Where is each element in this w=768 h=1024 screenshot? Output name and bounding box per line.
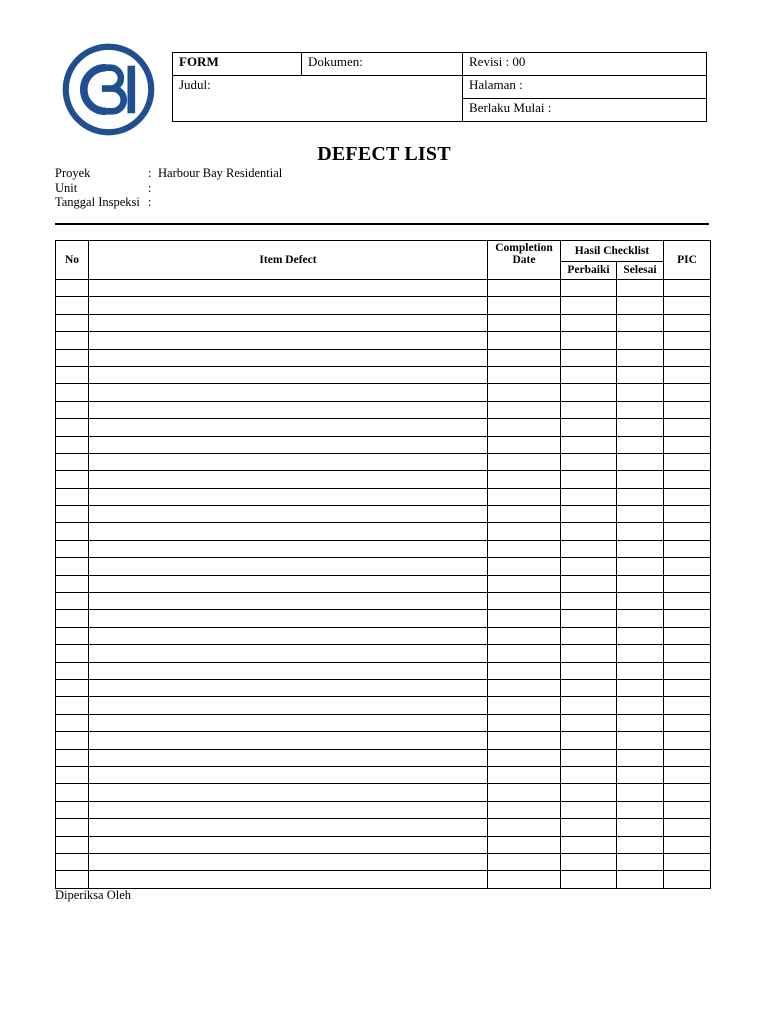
- completion-date-cell[interactable]: [488, 697, 561, 714]
- completion-date-cell[interactable]: [488, 662, 561, 679]
- item-defect-cell[interactable]: [89, 280, 488, 297]
- dokumen-label: Dokumen:: [302, 53, 463, 76]
- meta-value: Harbour Bay Residential: [158, 166, 283, 180]
- table-row: [56, 314, 711, 331]
- table-row: [56, 453, 711, 470]
- selesai-cell[interactable]: [617, 540, 664, 557]
- item-defect-cell[interactable]: [89, 714, 488, 731]
- divider-line: [55, 223, 709, 225]
- table-row: [56, 280, 711, 297]
- item-defect-cell[interactable]: [89, 679, 488, 696]
- table-row: [56, 523, 711, 540]
- completion-date-cell[interactable]: [488, 645, 561, 662]
- pic-cell[interactable]: [664, 558, 711, 575]
- pic-cell[interactable]: [664, 836, 711, 853]
- selesai-cell[interactable]: [617, 627, 664, 644]
- pic-cell[interactable]: [664, 471, 711, 488]
- selesai-cell[interactable]: [617, 679, 664, 696]
- item-defect-cell[interactable]: [89, 853, 488, 870]
- table-row: [56, 488, 711, 505]
- judul-label: Judul:: [173, 76, 463, 122]
- completion-date-cell[interactable]: [488, 523, 561, 540]
- pic-cell[interactable]: [664, 349, 711, 366]
- no-cell[interactable]: [56, 871, 89, 888]
- table-row: [56, 853, 711, 870]
- table-row: [56, 766, 711, 783]
- item-defect-cell[interactable]: [89, 558, 488, 575]
- item-defect-cell[interactable]: [89, 801, 488, 818]
- perbaiki-cell[interactable]: [561, 366, 617, 383]
- perbaiki-cell[interactable]: [561, 280, 617, 297]
- pic-cell[interactable]: [664, 366, 711, 383]
- no-cell[interactable]: [56, 853, 89, 870]
- perbaiki-cell[interactable]: [561, 645, 617, 662]
- perbaiki-cell[interactable]: [561, 401, 617, 418]
- completion-date-cell[interactable]: [488, 540, 561, 557]
- item-defect-cell[interactable]: [89, 540, 488, 557]
- table-row: [56, 714, 711, 731]
- perbaiki-cell[interactable]: [561, 488, 617, 505]
- perbaiki-cell[interactable]: [561, 540, 617, 557]
- pic-cell[interactable]: [664, 523, 711, 540]
- perbaiki-cell[interactable]: [561, 419, 617, 436]
- table-row: [56, 419, 711, 436]
- completion-date-cell[interactable]: [488, 819, 561, 836]
- selesai-cell[interactable]: [617, 471, 664, 488]
- no-cell[interactable]: [56, 749, 89, 766]
- completion-date-cell[interactable]: [488, 297, 561, 314]
- table-row: [56, 349, 711, 366]
- table-row: [56, 593, 711, 610]
- no-cell[interactable]: [56, 384, 89, 401]
- table-row: [56, 366, 711, 383]
- no-cell[interactable]: [56, 610, 89, 627]
- company-logo: [61, 42, 156, 137]
- no-cell[interactable]: [56, 280, 89, 297]
- no-cell[interactable]: [56, 645, 89, 662]
- selesai-cell[interactable]: [617, 523, 664, 540]
- item-defect-cell[interactable]: [89, 488, 488, 505]
- perbaiki-cell[interactable]: [561, 558, 617, 575]
- completion-date-cell[interactable]: [488, 384, 561, 401]
- item-defect-cell[interactable]: [89, 297, 488, 314]
- item-defect-cell[interactable]: [89, 836, 488, 853]
- selesai-cell[interactable]: [617, 506, 664, 523]
- table-row: [56, 401, 711, 418]
- pic-cell[interactable]: [664, 679, 711, 696]
- perbaiki-cell[interactable]: [561, 801, 617, 818]
- table-row: [56, 697, 711, 714]
- selesai-cell[interactable]: [617, 314, 664, 331]
- selesai-cell[interactable]: [617, 749, 664, 766]
- meta-row-proyek: [55, 166, 282, 181]
- selesai-cell[interactable]: [617, 871, 664, 888]
- perbaiki-cell[interactable]: [561, 732, 617, 749]
- meta-label: Unit: [55, 180, 78, 195]
- table-row: [56, 332, 711, 349]
- no-cell[interactable]: [56, 679, 89, 696]
- header-selesai: Selesai: [617, 261, 664, 279]
- completion-date-cell[interactable]: [488, 471, 561, 488]
- diperiksa-oleh-label: Diperiksa Oleh: [55, 888, 132, 902]
- completion-date-cell[interactable]: [488, 732, 561, 749]
- table-row: [56, 679, 711, 696]
- selesai-cell[interactable]: [617, 714, 664, 731]
- completion-date-cell[interactable]: [488, 558, 561, 575]
- item-defect-cell[interactable]: [89, 749, 488, 766]
- completion-date-cell[interactable]: [488, 401, 561, 418]
- defect-rows: [56, 280, 711, 889]
- item-defect-cell[interactable]: [89, 436, 488, 453]
- pic-cell[interactable]: [664, 714, 711, 731]
- no-cell[interactable]: [56, 401, 89, 418]
- table-row: [56, 384, 711, 401]
- meta-colon: :: [148, 180, 152, 195]
- selesai-cell[interactable]: [617, 453, 664, 470]
- no-cell[interactable]: [56, 662, 89, 679]
- completion-date-cell[interactable]: [488, 627, 561, 644]
- selesai-cell[interactable]: [617, 384, 664, 401]
- meta-row-tanggal: [55, 195, 282, 210]
- item-defect-cell[interactable]: [89, 453, 488, 470]
- item-defect-cell[interactable]: [89, 627, 488, 644]
- completion-date-cell[interactable]: [488, 749, 561, 766]
- perbaiki-cell[interactable]: [561, 784, 617, 801]
- perbaiki-cell[interactable]: [561, 453, 617, 470]
- pic-cell[interactable]: [664, 610, 711, 627]
- perbaiki-cell[interactable]: [561, 332, 617, 349]
- selesai-cell[interactable]: [617, 332, 664, 349]
- no-cell[interactable]: [56, 819, 89, 836]
- pic-cell[interactable]: [664, 593, 711, 610]
- selesai-cell[interactable]: [617, 697, 664, 714]
- pic-cell[interactable]: [664, 332, 711, 349]
- table-row: [56, 610, 711, 627]
- pic-cell[interactable]: [664, 784, 711, 801]
- table-row: [56, 836, 711, 853]
- pic-cell[interactable]: [664, 871, 711, 888]
- pic-cell[interactable]: [664, 853, 711, 870]
- selesai-cell[interactable]: [617, 645, 664, 662]
- pic-cell[interactable]: [664, 575, 711, 592]
- pic-cell[interactable]: [664, 401, 711, 418]
- completion-date-cell[interactable]: [488, 349, 561, 366]
- table-row: [56, 819, 711, 836]
- meta-row-unit: [55, 181, 282, 196]
- no-cell[interactable]: [56, 436, 89, 453]
- pic-cell[interactable]: [664, 488, 711, 505]
- defect-list-table: [55, 240, 711, 889]
- table-row: [56, 732, 711, 749]
- selesai-cell[interactable]: [617, 766, 664, 783]
- perbaiki-cell[interactable]: [561, 506, 617, 523]
- completion-date-cell[interactable]: [488, 766, 561, 783]
- perbaiki-cell[interactable]: [561, 836, 617, 853]
- selesai-cell[interactable]: [617, 853, 664, 870]
- selesai-cell[interactable]: [617, 488, 664, 505]
- no-cell[interactable]: [56, 488, 89, 505]
- item-defect-cell[interactable]: [89, 732, 488, 749]
- pic-cell[interactable]: [664, 766, 711, 783]
- no-cell[interactable]: [56, 766, 89, 783]
- completion-date-cell[interactable]: [488, 853, 561, 870]
- pic-cell[interactable]: [664, 384, 711, 401]
- meta-colon: :: [148, 195, 152, 209]
- item-defect-cell[interactable]: [89, 645, 488, 662]
- no-cell[interactable]: [56, 732, 89, 749]
- completion-date-cell[interactable]: [488, 593, 561, 610]
- perbaiki-cell[interactable]: [561, 523, 617, 540]
- pic-cell[interactable]: [664, 645, 711, 662]
- no-cell[interactable]: [56, 297, 89, 314]
- document-title: DEFECT LIST: [317, 143, 451, 165]
- meta-label: Tanggal Inspeksi: [55, 195, 140, 209]
- halaman-label: Halaman :: [463, 76, 707, 99]
- pic-cell[interactable]: [664, 819, 711, 836]
- meta-label: Proyek: [55, 166, 91, 180]
- perbaiki-cell[interactable]: [561, 610, 617, 627]
- no-cell[interactable]: [56, 714, 89, 731]
- no-cell[interactable]: [56, 801, 89, 818]
- item-defect-cell[interactable]: [89, 871, 488, 888]
- item-defect-cell[interactable]: [89, 366, 488, 383]
- perbaiki-cell[interactable]: [561, 697, 617, 714]
- item-defect-cell[interactable]: [89, 314, 488, 331]
- revisi-label: Revisi : 00: [463, 53, 707, 76]
- completion-date-cell[interactable]: [488, 801, 561, 818]
- pic-cell[interactable]: [664, 540, 711, 557]
- no-cell[interactable]: [56, 836, 89, 853]
- completion-line1: Completion: [495, 242, 553, 254]
- no-cell[interactable]: [56, 453, 89, 470]
- selesai-cell[interactable]: [617, 401, 664, 418]
- completion-date-cell[interactable]: [488, 575, 561, 592]
- item-defect-cell[interactable]: [89, 419, 488, 436]
- table-row: [56, 297, 711, 314]
- table-row: [56, 436, 711, 453]
- table-row: [56, 871, 711, 888]
- completion-date-cell[interactable]: [488, 280, 561, 297]
- item-defect-cell[interactable]: [89, 784, 488, 801]
- table-row: [56, 471, 711, 488]
- table-row: [56, 540, 711, 557]
- table-row: [56, 575, 711, 592]
- header-hasil-checklist: Hasil Checklist: [561, 241, 664, 262]
- perbaiki-cell[interactable]: [561, 471, 617, 488]
- pic-cell[interactable]: [664, 627, 711, 644]
- perbaiki-cell[interactable]: [561, 714, 617, 731]
- completion-date-cell[interactable]: [488, 714, 561, 731]
- header-item-defect: Item Defect: [89, 241, 488, 280]
- header-pic: PIC: [664, 241, 711, 280]
- completion-date-cell[interactable]: [488, 332, 561, 349]
- selesai-cell[interactable]: [617, 280, 664, 297]
- form-header-table: [172, 52, 707, 122]
- pic-cell[interactable]: [664, 436, 711, 453]
- pic-cell[interactable]: [664, 697, 711, 714]
- table-row: [56, 784, 711, 801]
- no-cell[interactable]: [56, 523, 89, 540]
- pic-cell[interactable]: [664, 453, 711, 470]
- item-defect-cell[interactable]: [89, 766, 488, 783]
- selesai-cell[interactable]: [617, 819, 664, 836]
- perbaiki-cell[interactable]: [561, 575, 617, 592]
- completion-date-cell[interactable]: [488, 453, 561, 470]
- no-cell[interactable]: [56, 506, 89, 523]
- item-defect-cell[interactable]: [89, 523, 488, 540]
- no-cell[interactable]: [56, 575, 89, 592]
- item-defect-cell[interactable]: [89, 384, 488, 401]
- no-cell[interactable]: [56, 314, 89, 331]
- item-defect-cell[interactable]: [89, 401, 488, 418]
- table-row: [56, 801, 711, 818]
- selesai-cell[interactable]: [617, 436, 664, 453]
- form-label: FORM: [173, 53, 302, 76]
- selesai-cell[interactable]: [617, 419, 664, 436]
- selesai-cell[interactable]: [617, 836, 664, 853]
- no-cell[interactable]: [56, 471, 89, 488]
- selesai-cell[interactable]: [617, 349, 664, 366]
- perbaiki-cell[interactable]: [561, 679, 617, 696]
- pic-cell[interactable]: [664, 297, 711, 314]
- no-cell[interactable]: [56, 349, 89, 366]
- no-cell[interactable]: [56, 627, 89, 644]
- pic-cell[interactable]: [664, 314, 711, 331]
- item-defect-cell[interactable]: [89, 593, 488, 610]
- table-row: [56, 627, 711, 644]
- perbaiki-cell[interactable]: [561, 627, 617, 644]
- item-defect-cell[interactable]: [89, 610, 488, 627]
- selesai-cell[interactable]: [617, 801, 664, 818]
- inspection-meta: [55, 166, 282, 210]
- table-row: [56, 662, 711, 679]
- completion-date-cell[interactable]: [488, 419, 561, 436]
- completion-date-cell[interactable]: [488, 436, 561, 453]
- pic-cell[interactable]: [664, 506, 711, 523]
- pic-cell[interactable]: [664, 749, 711, 766]
- pic-cell[interactable]: [664, 419, 711, 436]
- selesai-cell[interactable]: [617, 558, 664, 575]
- no-cell[interactable]: [56, 332, 89, 349]
- perbaiki-cell[interactable]: [561, 819, 617, 836]
- completion-date-cell[interactable]: [488, 506, 561, 523]
- pic-cell[interactable]: [664, 662, 711, 679]
- table-row: [56, 749, 711, 766]
- completion-date-cell[interactable]: [488, 610, 561, 627]
- perbaiki-cell[interactable]: [561, 749, 617, 766]
- perbaiki-cell[interactable]: [561, 662, 617, 679]
- selesai-cell[interactable]: [617, 297, 664, 314]
- no-cell[interactable]: [56, 366, 89, 383]
- table-row: [56, 506, 711, 523]
- item-defect-cell[interactable]: [89, 662, 488, 679]
- header-no: No: [56, 241, 89, 280]
- completion-line2: Date: [512, 254, 536, 266]
- completion-date-cell[interactable]: [488, 314, 561, 331]
- perbaiki-cell[interactable]: [561, 593, 617, 610]
- table-row: [56, 558, 711, 575]
- completion-date-cell[interactable]: [488, 784, 561, 801]
- no-cell[interactable]: [56, 784, 89, 801]
- selesai-cell[interactable]: [617, 662, 664, 679]
- perbaiki-cell[interactable]: [561, 436, 617, 453]
- meta-colon: :: [148, 166, 152, 180]
- completion-date-cell[interactable]: [488, 366, 561, 383]
- selesai-cell[interactable]: [617, 366, 664, 383]
- item-defect-cell[interactable]: [89, 575, 488, 592]
- item-defect-cell[interactable]: [89, 332, 488, 349]
- no-cell[interactable]: [56, 419, 89, 436]
- item-defect-cell[interactable]: [89, 697, 488, 714]
- no-cell[interactable]: [56, 558, 89, 575]
- completion-date-cell[interactable]: [488, 679, 561, 696]
- header-completion-date: [488, 241, 561, 280]
- perbaiki-cell[interactable]: [561, 766, 617, 783]
- perbaiki-cell[interactable]: [561, 314, 617, 331]
- selesai-cell[interactable]: [617, 610, 664, 627]
- selesai-cell[interactable]: [617, 732, 664, 749]
- no-cell[interactable]: [56, 540, 89, 557]
- completion-date-cell[interactable]: [488, 836, 561, 853]
- no-cell[interactable]: [56, 593, 89, 610]
- item-defect-cell[interactable]: [89, 471, 488, 488]
- perbaiki-cell[interactable]: [561, 349, 617, 366]
- perbaiki-cell[interactable]: [561, 384, 617, 401]
- perbaiki-cell[interactable]: [561, 853, 617, 870]
- header-perbaiki: Perbaiki: [561, 261, 617, 279]
- selesai-cell[interactable]: [617, 575, 664, 592]
- pic-cell[interactable]: [664, 280, 711, 297]
- table-row: [56, 645, 711, 662]
- perbaiki-cell[interactable]: [561, 297, 617, 314]
- item-defect-cell[interactable]: [89, 506, 488, 523]
- completion-date-cell[interactable]: [488, 488, 561, 505]
- berlaku-mulai-label: Berlaku Mulai :: [463, 99, 707, 122]
- selesai-cell[interactable]: [617, 784, 664, 801]
- pic-cell[interactable]: [664, 801, 711, 818]
- perbaiki-cell[interactable]: [561, 871, 617, 888]
- selesai-cell[interactable]: [617, 593, 664, 610]
- item-defect-cell[interactable]: [89, 349, 488, 366]
- item-defect-cell[interactable]: [89, 819, 488, 836]
- completion-date-cell[interactable]: [488, 871, 561, 888]
- pic-cell[interactable]: [664, 732, 711, 749]
- no-cell[interactable]: [56, 697, 89, 714]
